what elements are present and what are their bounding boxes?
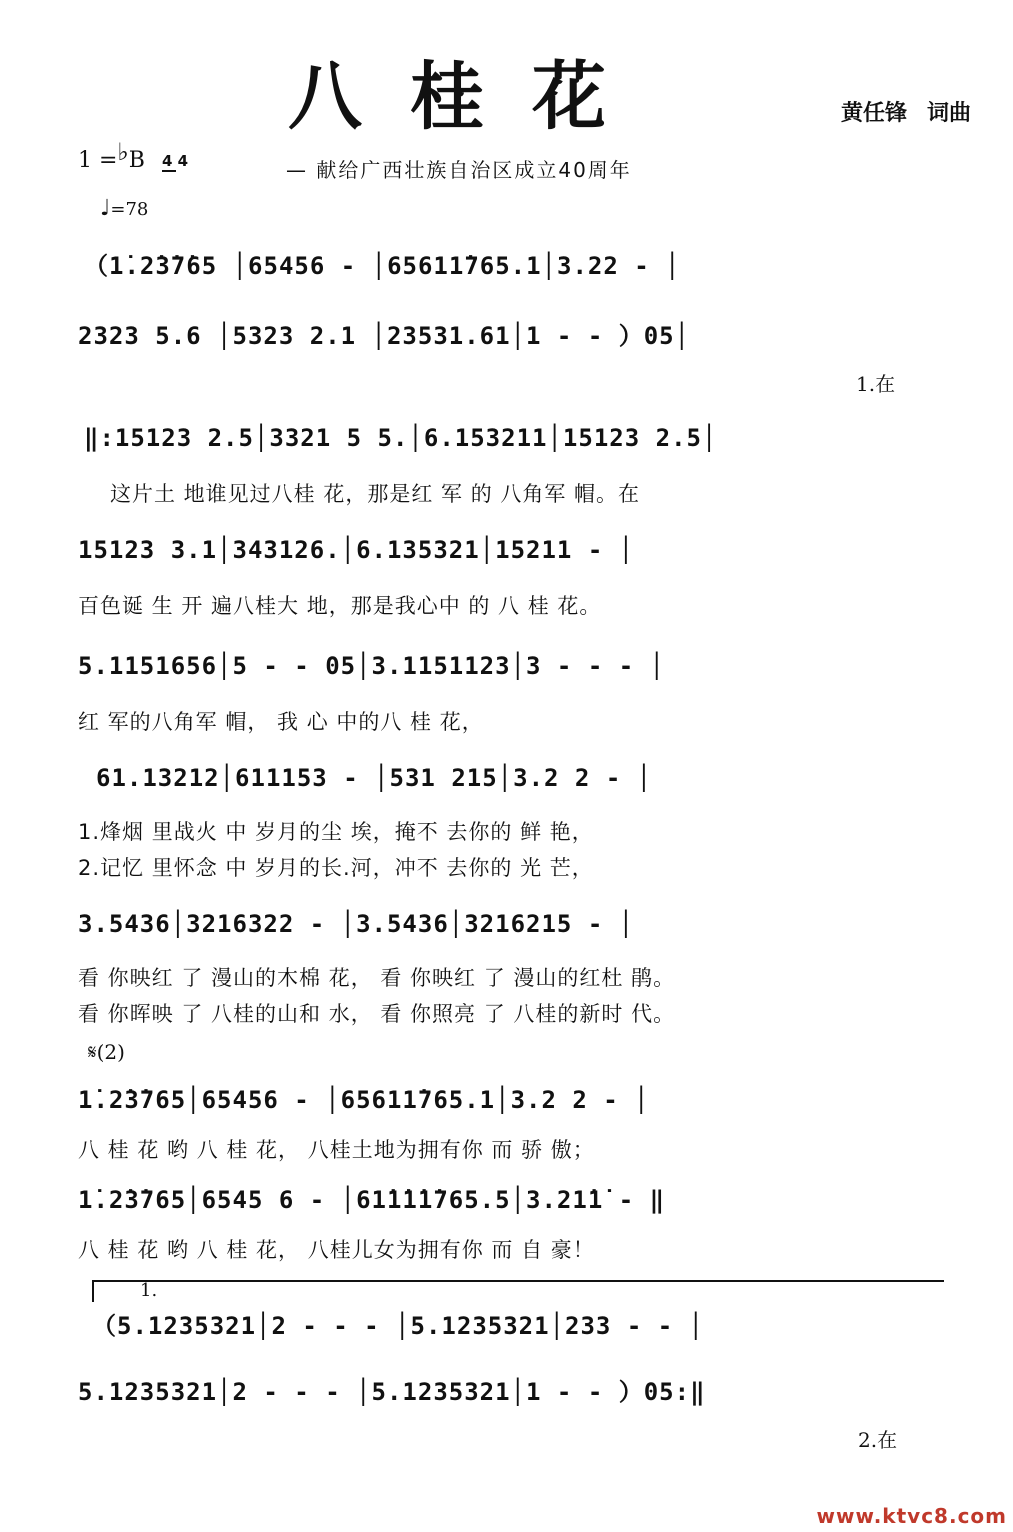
lyric-line-8: 八 桂 花 哟 八 桂 花， 八桂土地为拥有你 而 骄 傲； — [78, 1138, 595, 1162]
volta-bracket — [92, 1280, 944, 1302]
lyric-line-9: 八 桂 花 哟 八 桂 花， 八桂儿女为拥有你 而 自 豪！ — [78, 1238, 595, 1262]
notation-line-1: （1̇.2̇3̇7̇65 │65456 - │65611̇765.1│3.22 - │ — [84, 252, 681, 280]
lyric-line-7b: 看 你晖映 了 八桂的山和 水， 看 你照亮 了 八桂的新时 代。 — [78, 1002, 676, 1026]
notation-line-9: 1̇.2̇3̇765│6545 6 - │61̇1̇1̇1̇765.5│3.21̇1̇ - ‖ — [78, 1186, 666, 1214]
time-top: 4 — [161, 151, 173, 170]
notation-line-11: 5.1235321│2 - - - │5.1235321│1 - - ）05:‖ — [78, 1378, 706, 1406]
key-prefix: 1 = — [78, 148, 118, 173]
segno-marker: 𝄋(2) — [88, 1040, 125, 1064]
lyric-line-3: 这片土 地谁见过八桂 花，那是红 军 的 八角军 帽。在 — [110, 482, 641, 506]
notation-line-4: 15123 3.1│343126.│6.135321│15211 - │ — [78, 536, 635, 564]
lyric-line-6a: 1.烽烟 里战火 中 岁月的尘 埃，掩不 去你的 鲜 艳， — [78, 820, 594, 844]
notation-line-5: 5.1151656│5 - - 05│3.1151123│3 - - - │ — [78, 652, 666, 680]
volta-label: 1. — [140, 1280, 158, 1301]
notation-line-8: 1̇.2̇3̇765│65456 - │65611̇765.1│3.2 2 - │ — [78, 1086, 650, 1114]
composer-credit — [841, 96, 971, 127]
lyric-line-4: 百色诞 生 开 遍八桂大 地，那是我心中 的 八 桂 花。 — [78, 594, 602, 618]
tempo-value: =78 — [110, 199, 149, 220]
time-bottom: 4 — [177, 151, 189, 170]
tempo-marking — [100, 196, 148, 221]
key-tonic: B — [128, 148, 145, 173]
lyric-line-5: 红 军的八角军 帽， 我 心 中的八 桂 花， — [78, 710, 484, 734]
flat-icon: ♭ — [117, 138, 129, 166]
key-signature — [78, 138, 189, 176]
notation-line-7: 3.5436│3216322 - │3.5436│3216215 - │ — [78, 910, 635, 938]
site-watermark: www.ktvc8.com — [816, 1504, 1007, 1528]
lyric-line-7a: 看 你映红 了 漫山的木棉 花， 看 你映红 了 漫山的红杜 鹃。 — [78, 966, 676, 990]
song-title: 八桂花 — [288, 54, 654, 140]
notation-line-6: 61.13212│611153 - │531 215│3.2 2 - │ — [96, 764, 653, 792]
notation-line-2: 2323 5.6 │5323 2.1 │23531.61│1 - - ）05│ — [78, 322, 691, 350]
verse-two-marker: 2.在 — [858, 1428, 898, 1452]
notation-line-10: （5.1235321│2 - - - │5.1235321│233 - - │ — [92, 1312, 705, 1340]
quarter-note-icon: ♩ — [100, 196, 111, 221]
lyric-line-6b: 2.记忆 里怀念 中 岁月的长.河，冲不 去你的 光 芒， — [78, 856, 594, 880]
fraction-bar — [162, 170, 176, 172]
verse-one-marker: 1.在 — [856, 372, 896, 396]
time-signature — [161, 151, 189, 170]
dedication: — 献给广西壮族自治区成立40周年 — [286, 158, 632, 182]
notation-line-3: ‖:15123 2.5│3321 5 5.│6.153211│15123 2.5│ — [84, 424, 718, 452]
composer-name: 黄任锋 — [840, 101, 907, 126]
composer-role: 词曲 — [926, 101, 971, 126]
